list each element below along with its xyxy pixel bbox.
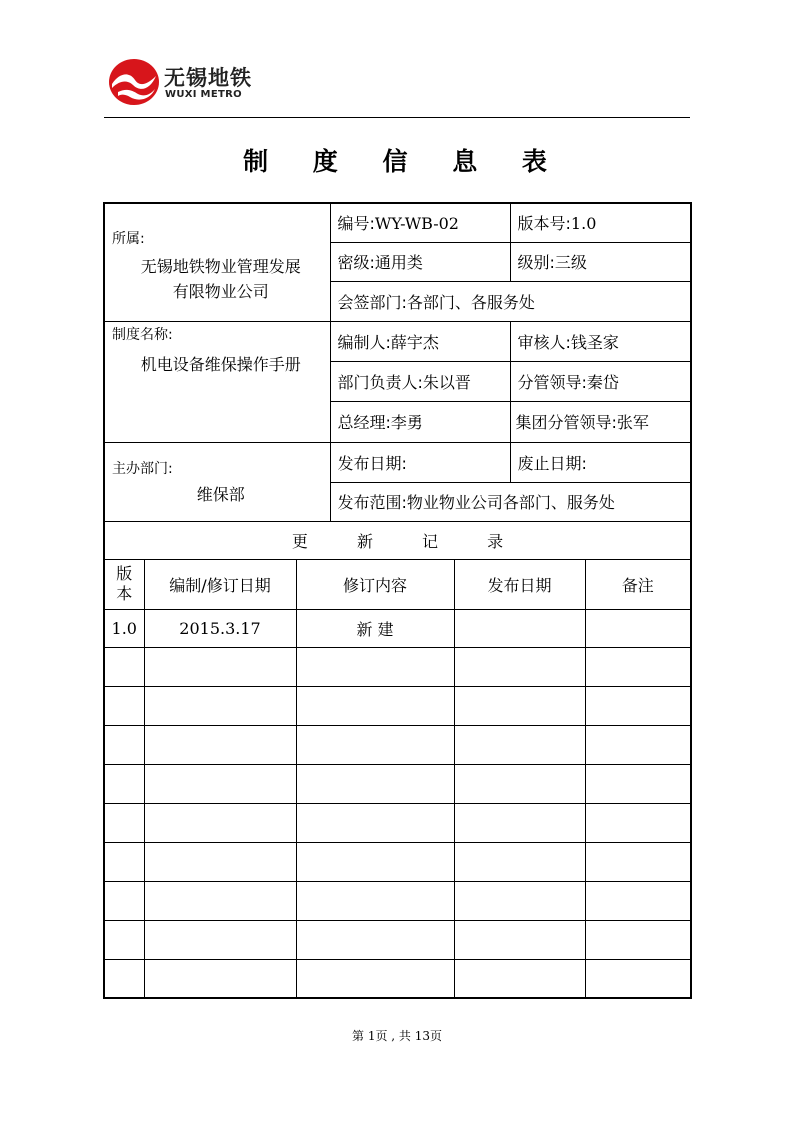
record-date — [144, 881, 296, 920]
table-row — [104, 725, 691, 764]
level-value: 三级 — [554, 253, 587, 272]
version-cell — [510, 203, 691, 242]
name-cell — [104, 321, 330, 442]
doc-number-label: 编号: — [337, 214, 375, 234]
gm-label: 总经理: — [337, 413, 391, 432]
secrecy-cell — [330, 242, 510, 281]
group-leader-cell — [510, 401, 691, 442]
doc-number-value: WY-WB-02 — [374, 214, 459, 234]
reviewer-value: 钱圣家 — [570, 332, 619, 352]
page-number: 第 1页 , 共 13页 — [352, 1029, 442, 1043]
record-content — [296, 764, 454, 803]
record-content — [296, 686, 454, 725]
record-content — [296, 959, 454, 998]
secrecy-value: 通用类 — [374, 253, 423, 272]
version-label: 版本号: — [517, 214, 571, 234]
table-row — [104, 686, 691, 725]
col-header-publish: 发布日期 — [454, 559, 585, 609]
record-note — [585, 803, 691, 842]
record-date: 2015.3.17 — [144, 609, 296, 647]
supervisor-cell — [510, 361, 691, 401]
record-version — [104, 881, 144, 920]
host-dept-cell — [104, 442, 330, 521]
group-leader-value: 张军 — [616, 413, 649, 432]
record-version: 1.0 — [104, 609, 144, 647]
name-value: 机电设备维保操作手册 — [140, 354, 301, 374]
scope-label: 发布范围: — [337, 493, 407, 512]
level-label: 级别: — [517, 253, 555, 272]
record-publish — [454, 959, 585, 998]
update-record-title: 更 新 记 录 — [291, 531, 526, 551]
supervisor-label: 分管领导: — [517, 372, 587, 392]
table-row — [104, 803, 691, 842]
info-table — [103, 202, 692, 999]
host-dept-value: 维保部 — [196, 485, 245, 504]
table-row — [104, 647, 691, 686]
gm-cell — [330, 401, 510, 442]
record-date — [144, 647, 296, 686]
record-content — [296, 803, 454, 842]
record-version — [104, 764, 144, 803]
author-cell — [330, 321, 510, 361]
reviewer-label: 审核人: — [517, 332, 571, 352]
secrecy-label: 密级: — [337, 253, 375, 272]
affiliation-value-line1: 无锡地铁物业管理发展 — [140, 257, 301, 277]
abolish-date-cell — [510, 442, 691, 482]
col-header-date: 编制/修订日期 — [144, 559, 296, 609]
version-value: 1.0 — [570, 214, 597, 234]
publish-date-label: 发布日期: — [337, 453, 407, 473]
record-publish — [454, 764, 585, 803]
record-note — [585, 842, 691, 881]
col-header-note: 备注 — [585, 559, 691, 609]
col-header-version — [104, 559, 144, 609]
header-divider — [104, 117, 690, 118]
record-note — [585, 959, 691, 998]
record-content — [296, 920, 454, 959]
author-value: 薛宇杰 — [390, 332, 439, 352]
wuxi-metro-logo-icon — [108, 58, 160, 106]
table-row — [104, 959, 691, 998]
supervisor-value: 秦岱 — [586, 372, 619, 392]
logo-english-text: WUXI METRO — [165, 89, 242, 100]
abolish-date-label: 废止日期: — [517, 453, 587, 473]
scope-cell — [330, 482, 691, 521]
affiliation-label: 所属: — [112, 231, 145, 248]
record-publish — [454, 725, 585, 764]
logo-chinese-text: 无锡地铁 — [164, 66, 252, 90]
record-content: 新 建 — [296, 609, 454, 647]
record-version — [104, 959, 144, 998]
record-note — [585, 725, 691, 764]
record-date — [144, 959, 296, 998]
table-row — [104, 764, 691, 803]
record-version — [104, 842, 144, 881]
record-publish — [454, 803, 585, 842]
record-content — [296, 842, 454, 881]
author-label: 编制人: — [337, 332, 391, 352]
col-header-version-line2: 本 — [116, 584, 133, 603]
record-version — [104, 803, 144, 842]
record-rows — [104, 609, 691, 998]
document-title: 制 度 信 息 表 — [243, 147, 565, 176]
record-note — [585, 764, 691, 803]
col-header-version-line1: 版 — [116, 564, 133, 583]
record-date — [144, 725, 296, 764]
table-row — [104, 842, 691, 881]
reviewer-cell — [510, 321, 691, 361]
record-version — [104, 686, 144, 725]
record-note — [585, 647, 691, 686]
name-label: 制度名称: — [112, 326, 173, 343]
publish-date-cell — [330, 442, 510, 482]
record-date — [144, 803, 296, 842]
record-date — [144, 920, 296, 959]
record-content — [296, 881, 454, 920]
record-version — [104, 920, 144, 959]
company-logo — [108, 58, 268, 106]
countersign-value: 各部门、各服务处 — [406, 292, 535, 312]
record-note — [585, 609, 691, 647]
doc-number-cell — [330, 203, 510, 242]
host-dept-label: 主办部门: — [112, 461, 173, 477]
table-row — [104, 609, 691, 647]
record-content — [296, 725, 454, 764]
record-version — [104, 647, 144, 686]
record-publish — [454, 609, 585, 647]
record-publish — [454, 881, 585, 920]
dept-head-value: 朱以晋 — [422, 372, 471, 392]
col-header-content: 修订内容 — [296, 559, 454, 609]
record-publish — [454, 647, 585, 686]
gm-value: 李勇 — [390, 413, 423, 432]
table-row — [104, 881, 691, 920]
record-date — [144, 764, 296, 803]
record-date — [144, 686, 296, 725]
group-leader-label: 集团分管领导: — [515, 413, 617, 432]
dept-head-label: 部门负责人: — [337, 372, 423, 392]
dept-head-cell — [330, 361, 510, 401]
countersign-cell — [330, 281, 691, 321]
countersign-label: 会签部门: — [337, 292, 407, 312]
affiliation-cell — [104, 203, 330, 321]
record-publish — [454, 842, 585, 881]
record-date — [144, 842, 296, 881]
scope-value: 物业物业公司各部门、服务处 — [406, 493, 615, 512]
table-row — [104, 920, 691, 959]
record-note — [585, 686, 691, 725]
level-cell — [510, 242, 691, 281]
record-publish — [454, 686, 585, 725]
record-content — [296, 647, 454, 686]
record-version — [104, 725, 144, 764]
update-record-heading — [104, 521, 691, 559]
record-publish — [454, 920, 585, 959]
record-note — [585, 881, 691, 920]
affiliation-value-line2: 有限物业公司 — [172, 282, 269, 302]
record-note — [585, 920, 691, 959]
